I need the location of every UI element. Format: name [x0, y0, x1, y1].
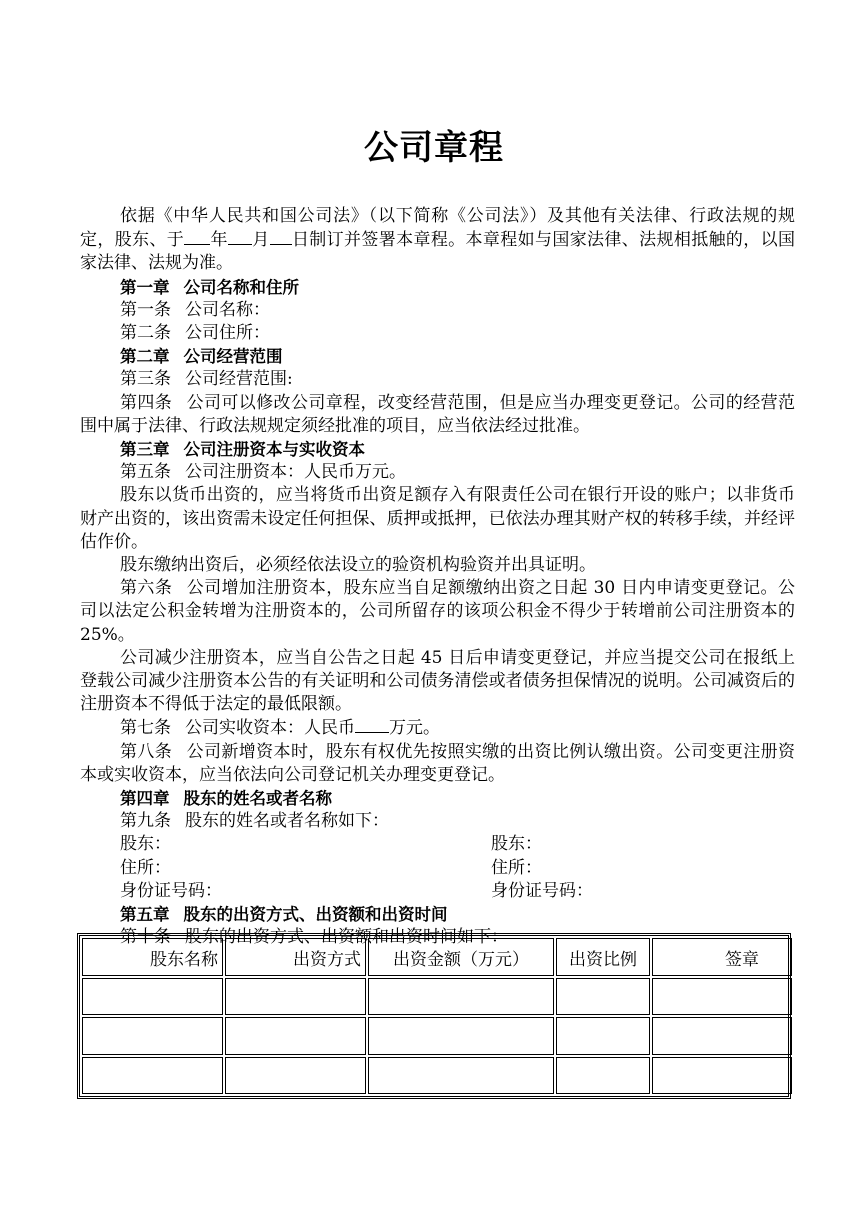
table-row	[82, 1057, 792, 1094]
article-3-number: 第三条	[120, 369, 171, 390]
article-10-number: 第十条	[120, 927, 171, 948]
chapter-4-heading	[80, 787, 795, 810]
table-cell[interactable]	[556, 978, 650, 1015]
article-5	[80, 461, 795, 484]
table-cell[interactable]	[652, 978, 792, 1015]
table-cell[interactable]	[556, 1017, 650, 1054]
table-row	[82, 1017, 792, 1054]
article-8-text: 公司新增资本时，股东有权优先按照实缴的出资比例认缴出资。公司变更注册资本或实收资本，应当依法向公司登记机关办理变更登记。	[80, 741, 796, 785]
article-7-number: 第七条	[120, 718, 171, 739]
month-blank	[228, 228, 252, 245]
table-row	[82, 978, 792, 1015]
chapter-1-number: 第一章	[120, 277, 170, 297]
article-1-text: 公司名称：	[185, 299, 270, 320]
preamble-paragraph	[80, 205, 795, 276]
article-6-text: 公司增加注册资本，股东应当自足额缴纳出资之日起 30 日内申请变更登记。公司以法定公积金转增为注册资本的，公司所留存的该项公积金不得少于转增前公司注册资本的 25%。	[80, 578, 795, 645]
preamble-part1: 依据《中华人民共和国公司法》（以下简称《公司法》）及其他有关法律、行政法规的规定，股东、于	[80, 206, 795, 251]
table-cell[interactable]	[225, 1017, 366, 1054]
header-contribution-amount: 出资金额（万元）	[368, 938, 554, 976]
article-7-pre: 公司实收资本：人民币	[185, 718, 355, 739]
chapter-3-heading	[80, 438, 795, 461]
article-2-text: 公司住所：	[185, 323, 270, 344]
article-1	[80, 299, 795, 322]
shareholder-left-label: 股东：	[120, 834, 171, 855]
address-left-label: 住所：	[120, 857, 171, 878]
contribution-table	[80, 936, 794, 1096]
table-cell[interactable]	[225, 1057, 366, 1094]
chapter-3-number: 第三章	[120, 440, 170, 460]
table-cell[interactable]	[368, 1057, 554, 1094]
article-5-text: 公司注册资本：人民币万元。	[185, 462, 406, 483]
article-10-text: 股东的出资方式、出资额和出资时间如下：	[185, 927, 508, 948]
article-6-number: 第六条	[120, 578, 173, 599]
article-7	[80, 716, 795, 740]
article-2	[80, 322, 795, 345]
monetary-contribution-paragraph: 股东以货币出资的，应当将货币出资足额存入有限责任公司在银行开设的账户；以非货币财产出资的，该出资需未设定任何担保、质押或抵押，已依法办理其财产权的转移手续，并经评估作价。	[80, 485, 795, 552]
chapter-2-number: 第二章	[120, 347, 170, 367]
preamble-month: 月	[251, 230, 270, 251]
chapter-1-title: 公司名称和住所	[183, 277, 299, 297]
header-signature: 签章	[652, 938, 792, 976]
document-body	[80, 205, 795, 950]
table-cell[interactable]	[556, 1057, 650, 1094]
contribution-table-frame	[77, 933, 791, 1099]
article-3	[80, 368, 795, 391]
id-number-right-label: 身份证号码：	[491, 880, 593, 901]
chapter-5-heading	[80, 903, 795, 926]
article-4-number: 第四条	[120, 392, 173, 413]
address-row	[80, 857, 795, 880]
table-cell[interactable]	[652, 1017, 792, 1054]
chapter-1-heading	[80, 276, 795, 299]
chapter-4-title: 股东的姓名或者名称	[183, 789, 332, 809]
article-7-post: 万元。	[389, 718, 440, 739]
table-cell[interactable]	[225, 978, 366, 1015]
article-9-number: 第九条	[120, 811, 171, 832]
article-2-number: 第二条	[120, 323, 171, 344]
header-contribution-ratio: 出资比例	[556, 938, 650, 976]
preamble-year: 年	[210, 230, 228, 251]
table-cell[interactable]	[82, 1017, 223, 1054]
header-contribution-method: 出资方式	[225, 938, 366, 976]
year-blank	[184, 228, 210, 245]
day-blank	[270, 228, 292, 245]
article-4	[80, 392, 795, 438]
capital-verification-paragraph: 股东缴纳出资后，必须经依法设立的验资机构验资并出具证明。	[120, 555, 596, 576]
article-8-number: 第八条	[120, 741, 173, 762]
chapter-5-title: 股东的出资方式、出资额和出资时间	[183, 905, 448, 925]
article-6	[80, 577, 795, 647]
article-4-text: 公司可以修改公司章程，改变经营范围，但是应当办理变更登记。公司的经营范围中属于法律、行政法规规定须经批准的项目，应当依法经过批准。	[80, 392, 796, 436]
chapter-4-number: 第四章	[120, 789, 170, 809]
table-header-row	[82, 938, 792, 976]
document-title: 公司章程	[364, 128, 504, 168]
article-5-number: 第五条	[120, 462, 171, 483]
table-cell[interactable]	[82, 1057, 223, 1094]
chapter-2-title: 公司经营范围	[183, 347, 283, 367]
table-cell[interactable]	[82, 978, 223, 1015]
table-cell[interactable]	[368, 978, 554, 1015]
article-3-text: 公司经营范围:	[185, 369, 293, 390]
table-cell[interactable]	[652, 1057, 792, 1094]
paid-in-capital-blank	[355, 716, 389, 733]
article-1-number: 第一条	[120, 299, 171, 320]
id-number-row	[80, 880, 795, 903]
table-cell[interactable]	[368, 1017, 554, 1054]
address-right-label: 住所：	[491, 857, 542, 878]
article-9	[80, 810, 795, 833]
chapter-5-number: 第五章	[120, 905, 170, 925]
shareholder-right-label: 股东：	[491, 834, 542, 855]
shareholder-row	[80, 833, 795, 856]
preamble-part2: 日制订并签署本章程。本章程如与国家法律、法规相抵触的，以国家法律、法规为准。	[80, 230, 796, 274]
article-9-text: 股东的姓名或者名称如下：	[185, 811, 389, 832]
chapter-2-heading	[80, 345, 795, 368]
chapter-3-title: 公司注册资本与实收资本	[183, 440, 365, 460]
article-8	[80, 741, 795, 787]
capital-reduction-paragraph: 公司减少注册资本，应当自公告之日起 45 日后申请变更登记，并应当提交公司在报纸上登载公司减少注册资本公告的有关证明和公司债务清偿或者债务担保情况的说明。公司减资后的注册资本不得低于法定的最低限额。	[80, 647, 795, 715]
header-shareholder-name: 股东名称	[82, 938, 223, 976]
id-number-left-label: 身份证号码：	[120, 880, 222, 901]
